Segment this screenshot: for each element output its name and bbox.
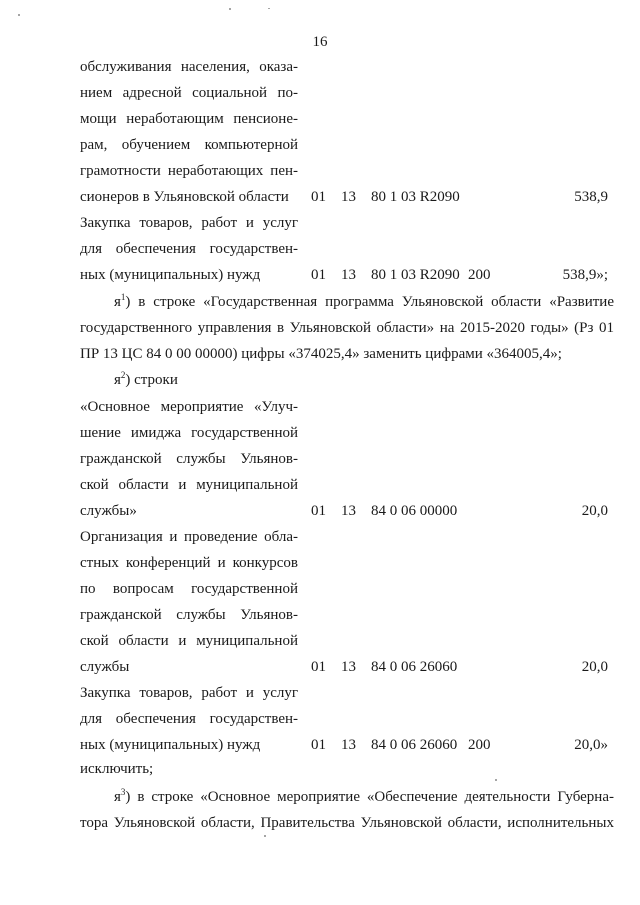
scan-speck	[229, 8, 231, 10]
pr-code: 13	[341, 189, 356, 205]
scan-speck	[495, 779, 497, 781]
table-desc-line: «Основное мероприятие «Улуч-	[80, 399, 298, 415]
table-desc-line: гражданской службы Ульянов-	[80, 451, 298, 467]
table-desc-line: рам, обучением компьютерной	[80, 137, 298, 153]
pr-code: 13	[341, 737, 356, 753]
paragraph-line	[114, 371, 178, 389]
amount: 538,9»;	[562, 267, 608, 283]
table-desc-line: для обеспечения государствен-	[80, 241, 298, 257]
scan-speck	[18, 14, 20, 16]
table-desc-line: ской области и муниципальной	[80, 477, 298, 493]
table-desc-line: Организация и проведение обла-	[80, 529, 298, 545]
vr-code: 200	[468, 737, 491, 753]
table-desc-line: стных конференций и конкурсов	[80, 555, 298, 571]
pr-code: 13	[341, 267, 356, 283]
page-number: 16	[312, 34, 328, 50]
table-desc-line: ных (муниципальных) нужд	[80, 267, 261, 283]
scan-speck	[264, 835, 266, 837]
paragraph-line	[80, 293, 614, 311]
item-superscript: 3	[120, 787, 126, 797]
rz-code: 01	[311, 189, 326, 205]
table-desc-line: службы»	[80, 503, 137, 519]
rz-code: 01	[311, 737, 326, 753]
exclude-text: исключить;	[80, 761, 154, 777]
table-desc-line: шение имиджа государственной	[80, 425, 298, 441]
item-superscript: 1	[120, 292, 126, 302]
item-letter: я	[114, 294, 121, 310]
rz-code: 01	[311, 503, 326, 519]
paragraph-line	[80, 788, 614, 806]
paragraph-text: ) в строке «Государственная программа Ульяновской области «Развитие	[125, 294, 614, 310]
table-desc-line: Закупка товаров, работ и услуг	[80, 685, 298, 701]
item-letter: я	[114, 372, 121, 388]
item-letter: я	[114, 789, 121, 805]
table-desc-line: ской области и муниципальной	[80, 633, 298, 649]
amount: 538,9	[574, 189, 608, 205]
scan-speck	[268, 8, 270, 9]
table-desc-line: ных (муниципальных) нужд	[80, 737, 261, 753]
table-desc-line: обслуживания населения, оказа-	[80, 59, 298, 75]
cs-code: 84 0 06 26060	[371, 659, 458, 675]
table-desc-line: грамотности неработающих пен-	[80, 163, 298, 179]
table-desc-line: сионеров в Ульяновской области	[80, 189, 289, 205]
cs-code: 80 1 03 R2090	[371, 189, 460, 205]
paragraph-line: тора Ульяновской области, Правительства Ульяновской области, исполнительных	[80, 815, 614, 831]
paragraph-line: ПР 13 ЦС 84 0 00 00000) цифры «374025,4» заменить цифрами «364005,4»;	[80, 346, 562, 362]
item-superscript: 2	[120, 370, 126, 380]
amount: 20,0	[581, 503, 608, 519]
cs-code: 80 1 03 R2090	[371, 267, 460, 283]
table-desc-line: нием адресной социальной по-	[80, 85, 298, 101]
cs-code: 84 0 06 26060	[371, 737, 458, 753]
table-desc-line: гражданской службы Ульянов-	[80, 607, 298, 623]
vr-code: 200	[468, 267, 491, 283]
amount: 20,0»	[574, 737, 608, 753]
table-desc-line: по вопросам государственной	[80, 581, 298, 597]
table-desc-line: для обеспечения государствен-	[80, 711, 298, 727]
amount: 20,0	[581, 659, 608, 675]
table-desc-line: Закупка товаров, работ и услуг	[80, 215, 298, 231]
paragraph-text: ) строки	[125, 372, 178, 388]
pr-code: 13	[341, 659, 356, 675]
pr-code: 13	[341, 503, 356, 519]
table-desc-line: мощи неработающим пенсионе-	[80, 111, 298, 127]
rz-code: 01	[311, 659, 326, 675]
paragraph-line: государственного управления в Ульяновской области» на 2015-2020 годы» (Рз 01	[80, 320, 614, 336]
rz-code: 01	[311, 267, 326, 283]
cs-code: 84 0 06 00000	[371, 503, 458, 519]
table-desc-line: службы	[80, 659, 130, 675]
paragraph-text: ) в строке «Основное мероприятие «Обеспечение деятельности Губерна-	[125, 789, 614, 805]
